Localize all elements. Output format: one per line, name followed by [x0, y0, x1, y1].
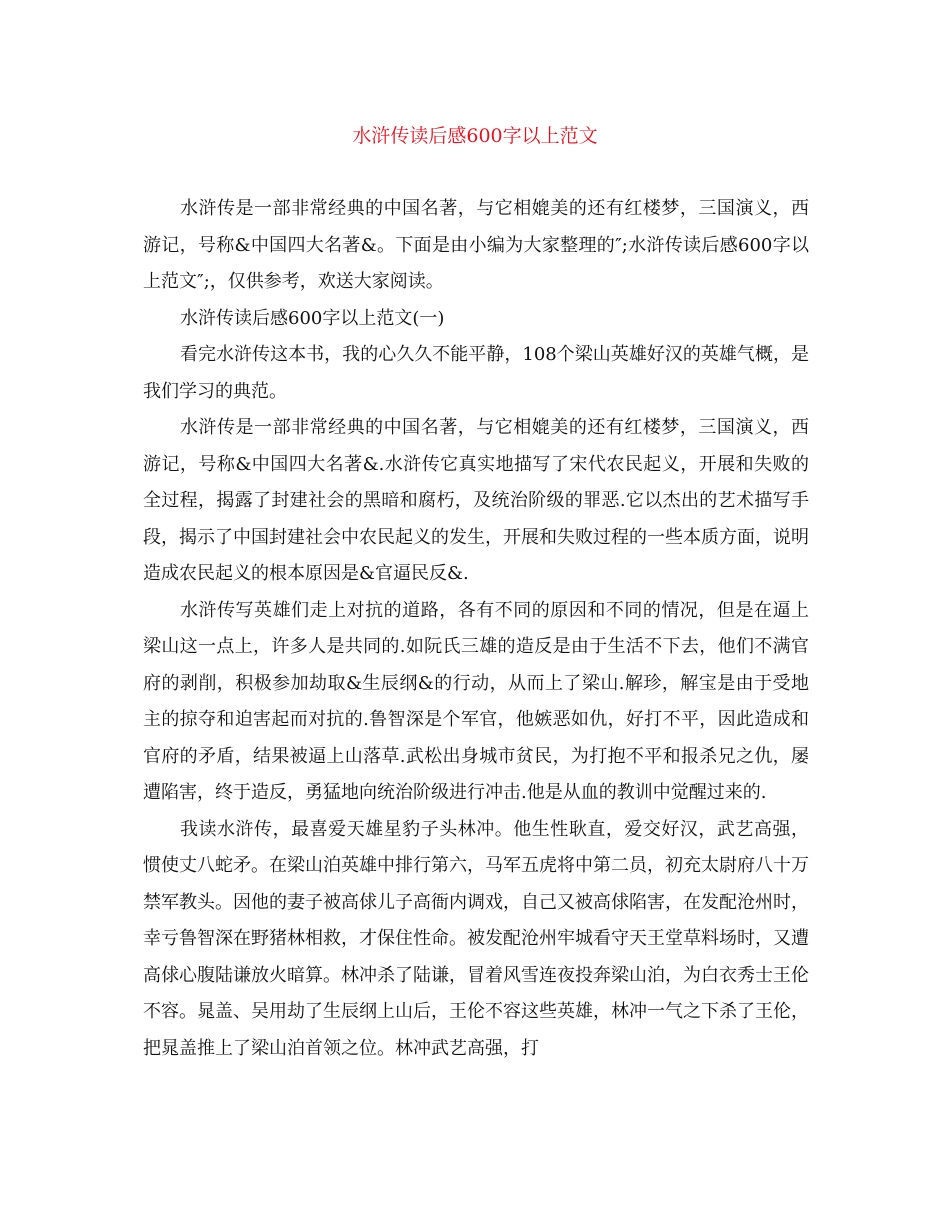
document-body: [143, 191, 809, 1067]
paragraph-subtitle: 水浒传读后感600字以上范文(一): [180, 307, 445, 329]
paragraph: 水浒传写英雄们走上对抗的道路，各有不同的原因和不同的情况，但是在逼上梁山这一点上，许多人是共同的.如阮氏三雄的造反是由于生活不下去，他们不满官府的剥削，积极参加劫取&生辰纲&的行动，从而上了梁山.解珍，解宝是由于受地主的掠夺和迫害起而对抗的.鲁智深是个军官，他嫉恶如仇，好打不平，因此造成和官府的矛盾，结果被逼上山落草.武松出身城市贫民，为打抱不平和报杀兄之仇，屡遭陷害，终于造反，勇猛地向统治阶级进行冲击.他是从血的教训中觉醒过来的.: [143, 599, 809, 803]
document-title: 水浒传读后感600字以上范文: [352, 125, 598, 147]
paragraph: 我读水浒传，最喜爱天雄星豹子头林冲。他生性耿直，爱交好汉，武艺高强，惯使丈八蛇矛。在梁山泊英雄中排行第六，马军五虎将中第二员，初充太尉府八十万禁军教头。因他的妻子被高俅儿子高衙内调戏，自己又被高俅陷害，在发配沧州时，幸亏鲁智深在野猪林相救，才保住性命。被发配沧州牢城看守天王堂草料场时，又遭高俅心腹陆谦放火暗算。林冲杀了陆谦，冒着风雪连夜投奔梁山泊，为白衣秀士王伦不容。晁盖、吴用劫了生辰纲上山后，王伦不容这些英雄，林冲一气之下杀了王伦，把晁盖推上了梁山泊首领之位。林冲武艺高强，打: [143, 818, 809, 1059]
paragraph-intro: 水浒传是一部非常经典的中国名著，与它相媲美的还有红楼梦，三国演义，西游记，号称&中国四大名著&。下面是由小编为大家整理的″;水浒传读后感600字以上范文″;，仅供参考，欢送大家阅读。: [143, 198, 809, 292]
paragraph: 看完水浒传这本书，我的心久久不能平静，108个梁山英雄好汉的英雄气概，是我们学习的典范。: [143, 344, 809, 402]
paragraph: 水浒传是一部非常经典的中国名著，与它相媲美的还有红楼梦，三国演义，西游记，号称&中国四大名著&.水浒传它真实地描写了宋代农民起义，开展和失败的全过程，揭露了封建社会的黑暗和腐朽，及统治阶级的罪恶.它以杰出的艺术描写手段，揭示了中国封建社会中农民起义的发生，开展和失败过程的一些本质方面，说明造成农民起义的根本原因是&官逼民反&.: [143, 417, 809, 584]
